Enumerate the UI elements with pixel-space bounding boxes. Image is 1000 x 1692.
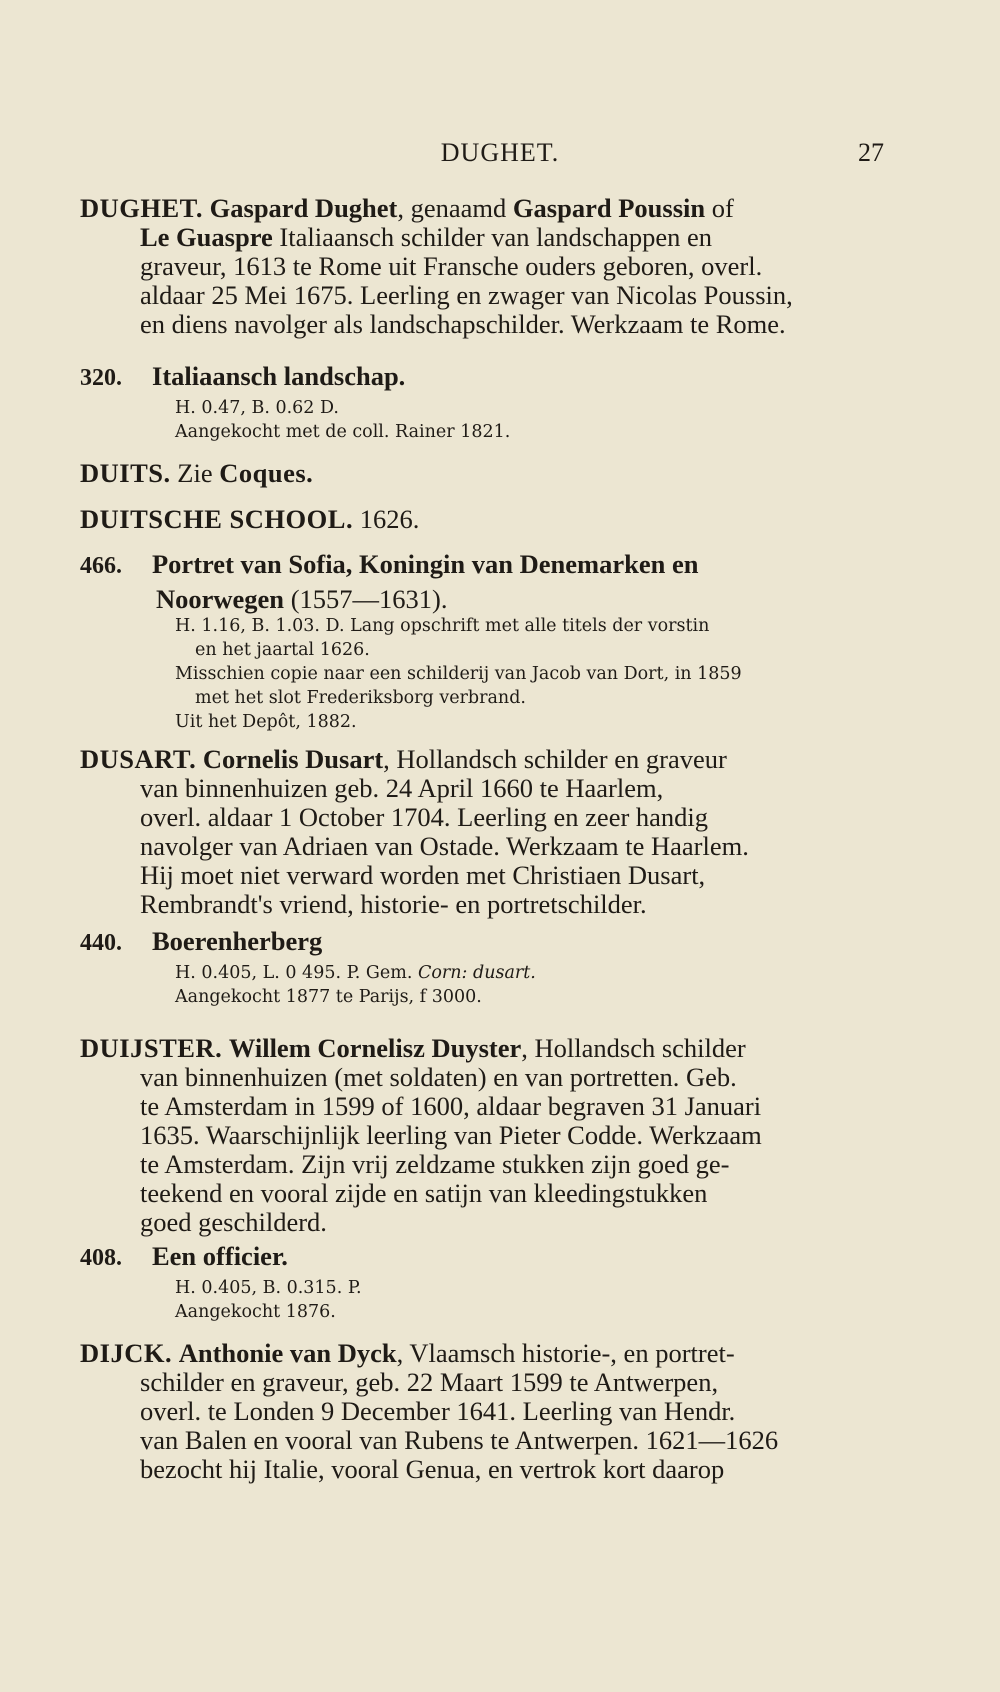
entry-line: te Amsterdam. Zijn vrij zeldzame stukken zijn goed ge- xyxy=(140,1149,730,1179)
entry-line: te Amsterdam in 1599 of 1600, aldaar begraven 31 Januari xyxy=(140,1091,762,1121)
work-note-text: H. 0.405, L. 0 495. P. Gem. xyxy=(175,963,418,983)
cross-reference: Coques. xyxy=(219,458,314,488)
entry-line: bezocht hij Italie, vooral Genua, en vertrok kort daarop xyxy=(140,1454,725,1484)
entry-line: van binnenhuizen geb. 24 April 1660 te Haarlem, xyxy=(140,773,664,803)
work-320 xyxy=(80,361,890,444)
entry-text: , Hollandsch schilder xyxy=(521,1033,746,1063)
work-title-cont: Noorwegen xyxy=(156,584,285,614)
work-title-line xyxy=(80,361,890,396)
entry-text: of xyxy=(705,193,734,223)
entry-line: navolger van Adriaen van Ostade. Werkzaam te Haarlem. xyxy=(140,831,749,861)
work-note: Aangekocht 1876. xyxy=(175,1302,336,1322)
work-note: en het jaartal 1626. xyxy=(195,640,370,660)
entry-line: Rembrandt's vriend, historie- en portretschilder. xyxy=(140,889,647,919)
entry-head: DUITS. xyxy=(80,458,171,488)
work-title: Boerenherberg xyxy=(152,926,323,956)
artist-name: Cornelis Dusart xyxy=(202,744,384,774)
work-number: 466. xyxy=(80,553,122,579)
entry-head: DUGHET. xyxy=(80,193,204,223)
entry-line: en diens navolger als landschapschilder. Werkzaam te Rome. xyxy=(140,309,786,339)
work-note: H. 0.405, B. 0.315. P. xyxy=(175,1278,362,1298)
artist-alias-2: Le Guaspre xyxy=(140,222,273,252)
work-dates: (1557—1631). xyxy=(284,584,448,614)
work-note: H. 0.47, B. 0.62 D. xyxy=(175,398,339,418)
entry-head: DUIJSTER. xyxy=(80,1033,223,1063)
work-note: Aangekocht 1877 te Parijs, f 3000. xyxy=(175,987,482,1007)
running-title: DUGHET. xyxy=(440,138,560,167)
entry-duitsche-school xyxy=(80,504,419,534)
entry-dughet xyxy=(80,194,888,339)
entry-text: , genaamd xyxy=(397,193,513,223)
entry-text: Italiaansch schilder van landschappen en xyxy=(272,222,713,252)
work-466 xyxy=(80,549,890,734)
work-title-line xyxy=(80,926,890,961)
page-number: 27 xyxy=(858,138,884,167)
entry-line xyxy=(80,223,888,252)
entry-text: , Vlaamsch historie-, en portret- xyxy=(396,1338,735,1368)
artist-name: Gaspard Dughet xyxy=(209,193,398,223)
entry-line: schilder en graveur, geb. 22 Maart 1599 te Antwerpen, xyxy=(140,1367,719,1397)
entry-text: Zie xyxy=(170,458,220,488)
entry-head: DUSART. xyxy=(80,744,197,774)
work-title: Italiaansch landschap. xyxy=(152,361,406,391)
work-note: met het slot Frederiksborg verbrand. xyxy=(195,688,526,708)
work-title-line xyxy=(80,1241,890,1276)
entry-dusart xyxy=(80,745,888,919)
entry-line: overl. te Londen 9 December 1641. Leerling van Hendr. xyxy=(140,1396,736,1426)
entry-text: 1626. xyxy=(353,504,420,534)
entry-line xyxy=(80,1339,888,1368)
entry-line: aldaar 25 Mei 1675. Leerling en zwager van Nicolas Poussin, xyxy=(140,280,793,310)
running-header xyxy=(0,138,1000,172)
entry-text: , Hollandsch schilder en graveur xyxy=(383,744,727,774)
artist-name: Anthonie van Dyck xyxy=(178,1338,397,1368)
entry-dijck xyxy=(80,1339,888,1484)
entry-line: 1635. Waarschijnlijk leerling van Pieter Codde. Werkzaam xyxy=(140,1120,762,1150)
entry-line: goed geschilderd. xyxy=(140,1207,327,1237)
entry-head: DIJCK. xyxy=(80,1338,173,1368)
entry-line: van binnenhuizen (met soldaten) en van portretten. Geb. xyxy=(140,1062,737,1092)
entry-duits xyxy=(80,458,313,488)
entry-line: Hij moet niet verward worden met Christiaen Dusart, xyxy=(140,860,706,890)
work-title-line xyxy=(80,584,890,614)
artist-alias: Gaspard Poussin xyxy=(512,193,706,223)
work-note: Aangekocht met de coll. Rainer 1821. xyxy=(175,422,511,442)
work-408 xyxy=(80,1241,890,1324)
entry-line: overl. aldaar 1 October 1704. Leerling en zeer handig xyxy=(140,802,709,832)
work-note: Uit het Depôt, 1882. xyxy=(175,712,357,732)
entry-head: DUITSCHE SCHOOL. xyxy=(80,504,354,534)
work-note: H. 1.16, B. 1.03. D. Lang opschrift met alle titels der vorstin xyxy=(175,616,710,636)
signature-text: Corn: dusart. xyxy=(418,963,536,983)
artist-name: Willem Cornelisz Duyster xyxy=(228,1033,522,1063)
work-number: 440. xyxy=(80,930,122,956)
work-440 xyxy=(80,926,890,1009)
entry-line: graveur, 1613 te Rome uit Fransche ouders geboren, overl. xyxy=(140,251,763,281)
work-number: 320. xyxy=(80,365,122,391)
work-number: 408. xyxy=(80,1245,122,1271)
work-title: Portret van Sofia, Koningin van Denemarken en xyxy=(152,549,699,579)
work-title-line xyxy=(80,549,890,584)
entry-line: teekend en vooral zijde en satijn van kleedingstukken xyxy=(140,1178,708,1208)
entry-line xyxy=(80,1034,888,1063)
work-title: Een officier. xyxy=(152,1241,288,1271)
entry-line xyxy=(80,745,888,774)
work-note: Misschien copie naar een schilderij van Jacob van Dort, in 1859 xyxy=(175,664,742,684)
entry-duijster xyxy=(80,1034,888,1237)
entry-line xyxy=(80,194,888,223)
entry-line: van Balen en vooral van Rubens te Antwerpen. 1621—1626 xyxy=(140,1425,779,1455)
work-note xyxy=(80,961,890,985)
